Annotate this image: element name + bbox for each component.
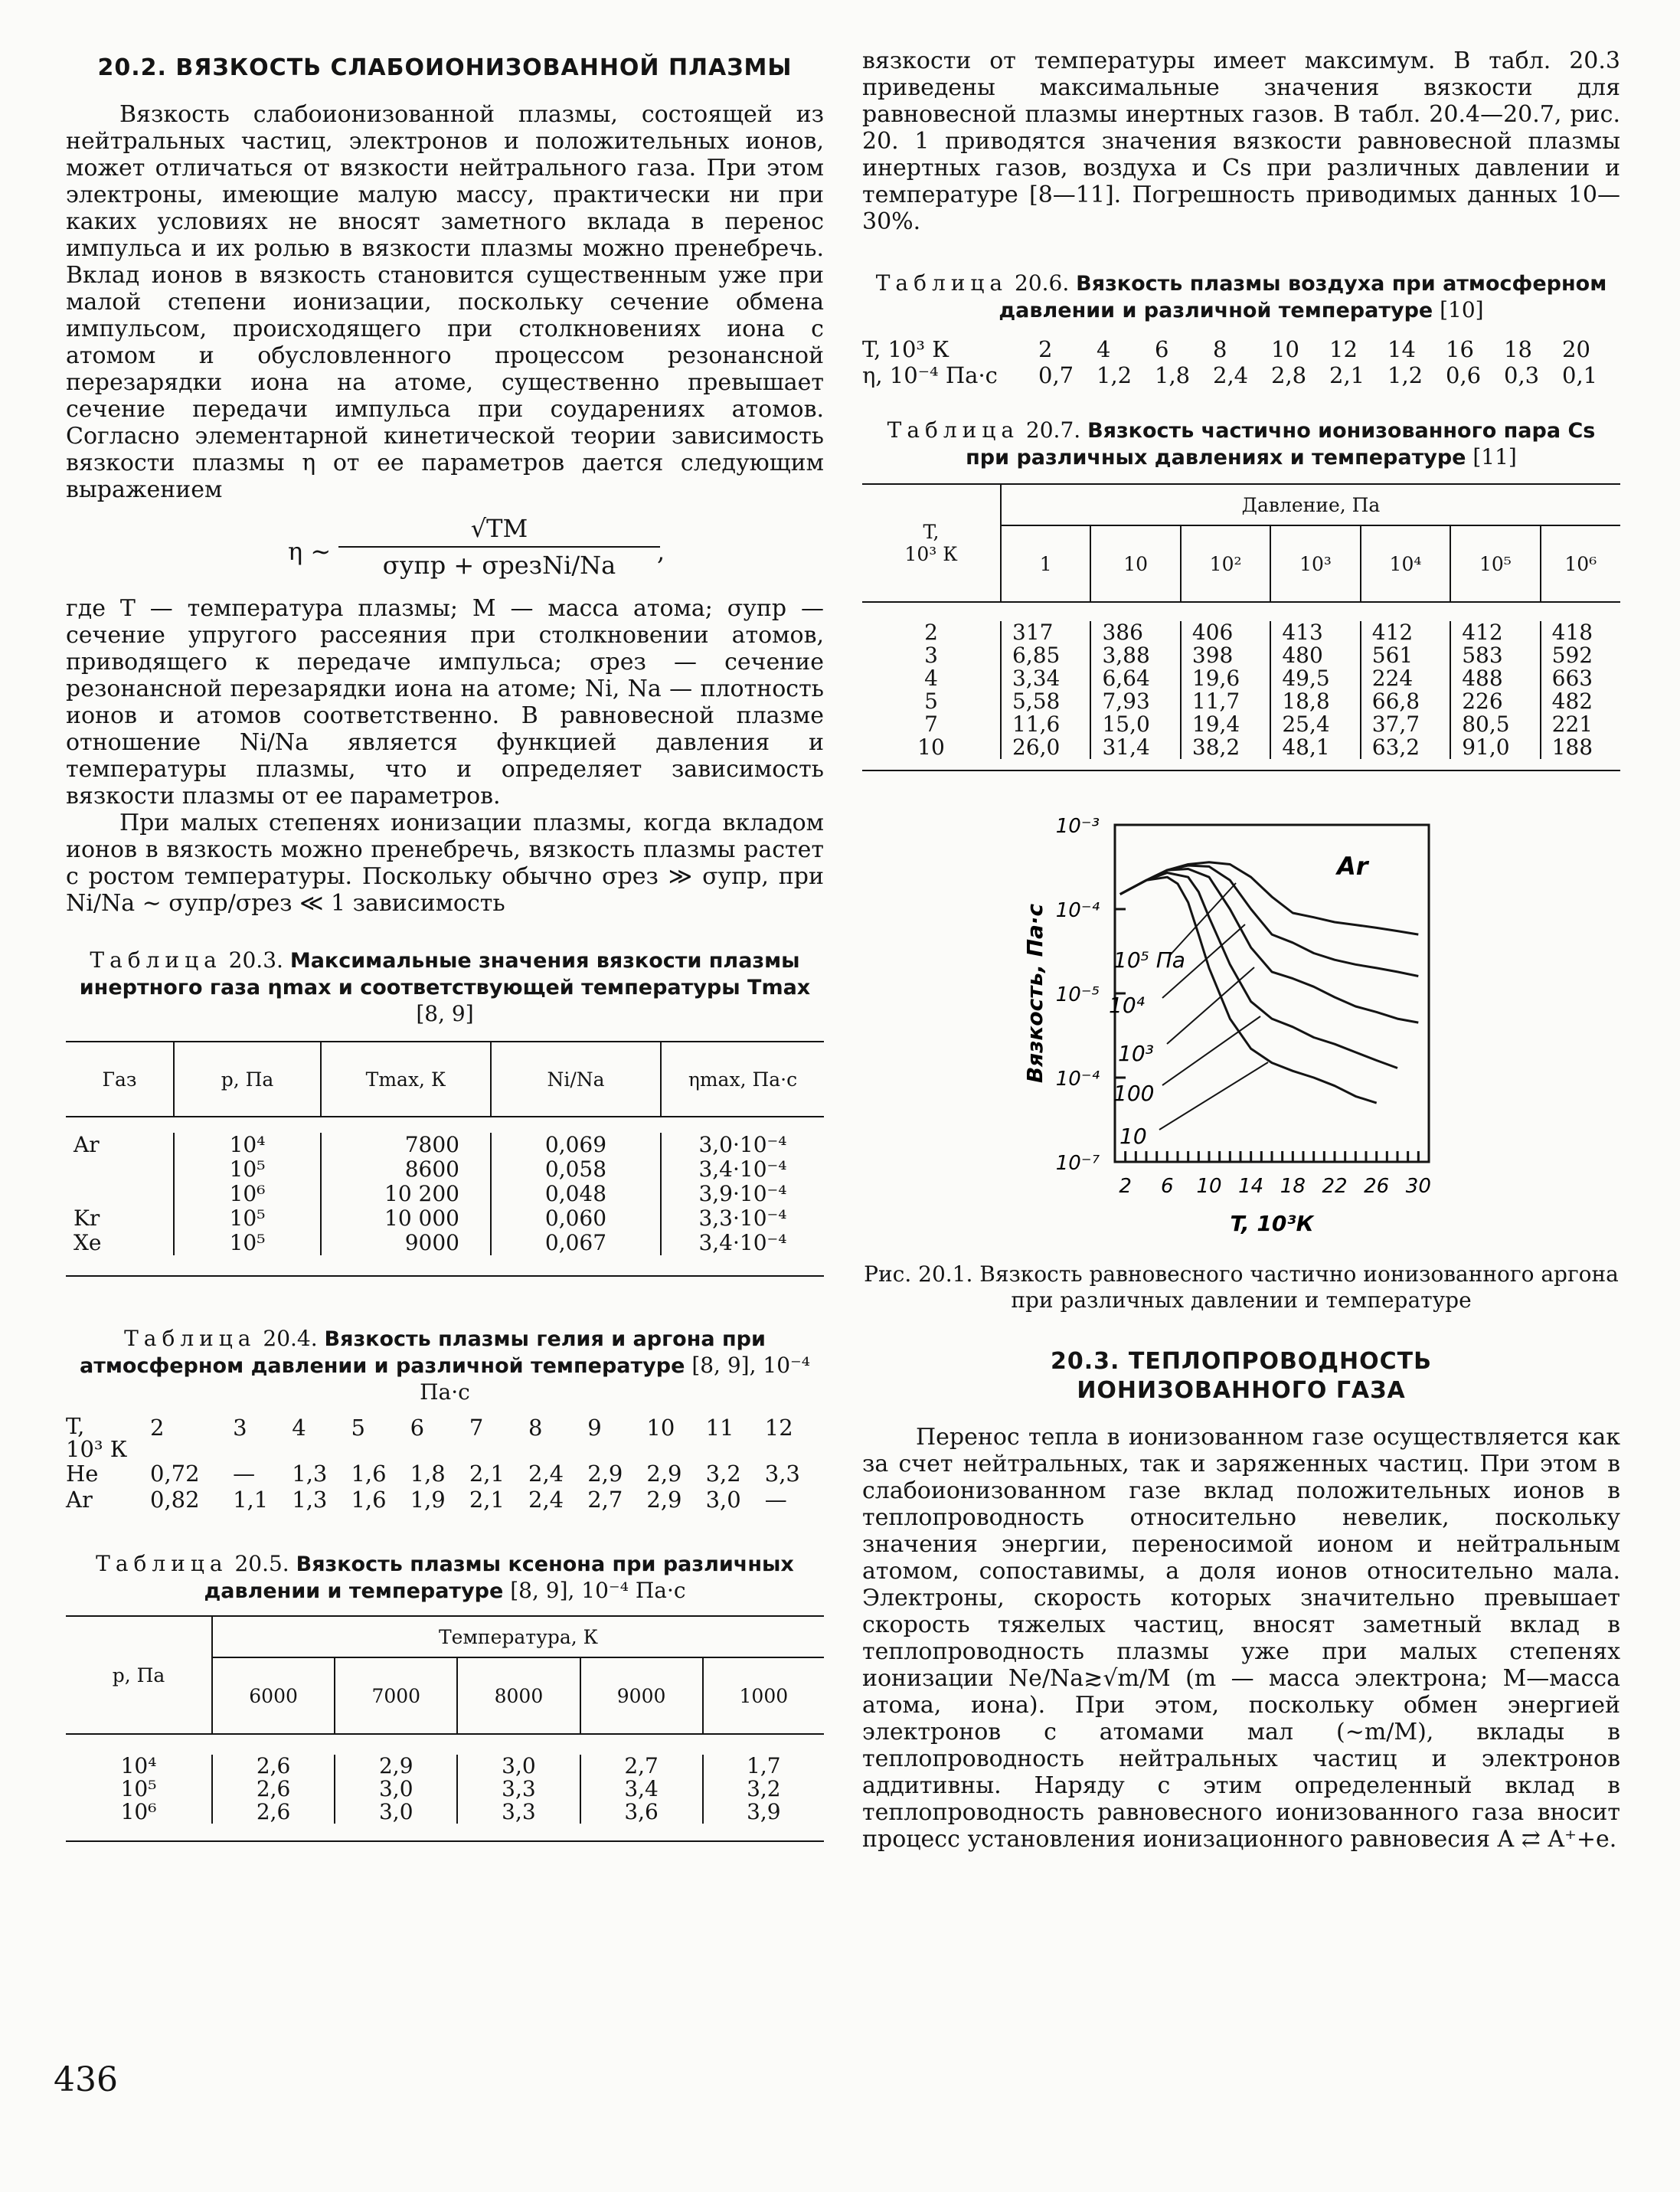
table-row <box>66 1182 824 1206</box>
cell-value: 18,8 <box>1270 690 1360 713</box>
cell-value: 5,58 <box>1001 690 1090 713</box>
table-number: 20.3. <box>228 947 283 973</box>
value-cell: 0,72 <box>150 1461 200 1487</box>
x-tick-label: 18 <box>1280 1175 1306 1198</box>
cell-ratio: 0,048 <box>491 1182 661 1206</box>
cell-value: 3,9 <box>747 1799 781 1824</box>
value-cell: 2,1 <box>469 1461 505 1487</box>
formula-denominator: σупр + σрезNi/Na <box>382 551 616 580</box>
cell-gas: Kr <box>66 1206 174 1231</box>
table-title: Вязкость частично ионизованного пара Cs при различных давлениях и температуре <box>966 419 1596 469</box>
x-tick-label: 26 <box>1364 1175 1390 1198</box>
cell-value: 583 <box>1450 644 1540 667</box>
left-column <box>66 54 824 1842</box>
cell-value: 221 <box>1551 712 1593 737</box>
series-line <box>1120 869 1419 1023</box>
cell-tmax: 8600 <box>321 1157 491 1182</box>
header-p-value: 10 <box>1090 525 1180 602</box>
cell-value: 80,5 <box>1450 713 1540 736</box>
cell-gas: Xe <box>66 1231 174 1255</box>
cell-temperature: 4 <box>862 667 1001 690</box>
table-number: 20.6. <box>1015 270 1070 296</box>
value-cell: 2,9 <box>646 1461 682 1487</box>
cell-value: 11,6 <box>1001 713 1090 736</box>
cell-pressure: 10⁴ <box>174 1133 321 1157</box>
cell-ratio: 0,058 <box>491 1157 661 1182</box>
header-pressure: p, Па <box>174 1042 321 1117</box>
table-label: Таблица <box>90 947 222 973</box>
gas-cell: Ar <box>66 1487 93 1513</box>
cell-eta: 3,9·10⁻⁴ <box>698 1181 787 1206</box>
temp-cell: 8 <box>528 1415 543 1441</box>
series-label: 10³ <box>1118 1041 1154 1066</box>
value-cell: 1,2 <box>1387 362 1423 388</box>
table-row <box>66 1801 824 1824</box>
table-row <box>66 1487 824 1513</box>
series-label: 10 <box>1119 1124 1147 1149</box>
cell-value: 3,0 <box>457 1755 580 1778</box>
t-label <box>66 1415 150 1461</box>
cell-pressure: 10⁵ <box>66 1778 212 1801</box>
header-pressure: p, Па <box>66 1616 212 1734</box>
t-unit: 10³ К <box>66 1436 128 1462</box>
table-title: Вязкость плазмы гелия и аргона при атмосферном давлении и различной температуре <box>79 1327 766 1378</box>
table-row <box>66 1755 824 1778</box>
cell-tmax: 10 200 <box>321 1182 491 1206</box>
value-cell: 0,1 <box>1562 362 1598 388</box>
table-20-7 <box>862 483 1620 771</box>
table-20-5-caption <box>66 1551 824 1605</box>
series-leader <box>1159 1062 1268 1130</box>
cell-tmax: 10 000 <box>321 1206 491 1231</box>
page-number: 436 <box>54 2060 118 2099</box>
table-number: 20.7. <box>1025 417 1081 443</box>
table-20-4 <box>66 1415 824 1513</box>
series-label: 10⁵ Па <box>1113 947 1185 973</box>
formula-comma: , <box>657 537 665 566</box>
y-tick-label: 10⁻⁴ <box>1055 1068 1100 1091</box>
temp-cell: 2 <box>150 1415 165 1441</box>
table-ref: [10] <box>1440 297 1484 322</box>
cell-ratio: 0,069 <box>491 1133 661 1157</box>
x-axis-label: T, 10³К <box>1230 1211 1314 1236</box>
cell-value: 31,4 <box>1090 736 1180 759</box>
table-row <box>66 1206 824 1231</box>
cell-value: 49,5 <box>1270 667 1360 690</box>
value-cell: 1,2 <box>1097 362 1133 388</box>
cell-value: 663 <box>1551 666 1593 691</box>
table-20-6 <box>862 336 1620 388</box>
value-cell: 1,8 <box>410 1461 446 1487</box>
table-number: 20.5. <box>234 1551 289 1576</box>
table-row <box>862 713 1620 736</box>
conductivity-paragraph-1: Перенос тепла в ионизованном газе осуществляется как за счет нейтральных, так и заряженных частиц. При этом в слабоионизованном газе вклад положительных ионов в теплопроводность относительно невелик, поскольку значения энергии, переносимой ионом и нейтральным атомом, сопоставимы, а доля ионов относительно мала. Электроны, скорость которых значительно превышает скорость тяжелых частиц, вносят заметный вклад в теплопроводность плазмы уже при малых степенях ионизации Ne/Na≳√m/M (m — масса электрона; M—масса атома, иона). При этом, поскольку обмен энергией электронов с атомами мал (∼m/M), вклады в теплопроводность нейтральных частиц и электронов аддитивны. Наряду с этим определенный вклад в теплопроводность равновесного ионизованного газа вносит процесс установления ионизационного равновесия A ⇄ A⁺+e. <box>862 1424 1620 1853</box>
temp-cell: 4 <box>292 1415 306 1441</box>
cell-value: 480 <box>1270 644 1360 667</box>
value-cell: 2,4 <box>1213 362 1249 388</box>
header-gas: Газ <box>66 1042 174 1117</box>
x-tick-label: 2 <box>1119 1175 1132 1198</box>
header-eta: ηmax, Па·с <box>688 1068 798 1091</box>
cell-value: 1,7 <box>747 1753 781 1778</box>
cell-tmax: 9000 <box>321 1231 491 1255</box>
table-ref: [8, 9] <box>416 1001 474 1026</box>
temp-cell: 2 <box>1038 336 1053 362</box>
table-20-6-caption <box>862 270 1620 324</box>
table-label: Таблица <box>875 270 1008 296</box>
cell-value: 413 <box>1270 621 1360 644</box>
cell-value: 418 <box>1551 620 1593 645</box>
viscosity-paragraph-3: При малых степенях ионизации плазмы, когда вкладом ионов в вязкость можно пренебречь, вязкость плазмы растет с ростом температуры. Поскольку обычно σрез ≫ σупр, при Ni/Na ∼ σупр/σрез ≪ 1 зависимость <box>66 810 824 917</box>
cell-gas: Ar <box>66 1133 174 1157</box>
cell-value: 15,0 <box>1090 713 1180 736</box>
x-tick-label: 30 <box>1405 1175 1431 1198</box>
table-title: Вязкость плазмы ксенона при различных давлении и температуре <box>204 1552 794 1603</box>
cell-value: 91,0 <box>1450 736 1540 759</box>
chart-title: Ar <box>1337 852 1368 881</box>
figure-20-1 <box>862 817 1620 1246</box>
header-p-value: 10⁴ <box>1361 525 1450 602</box>
y-tick-label: 10⁻⁷ <box>1055 1152 1100 1175</box>
temp-cell: 12 <box>764 1415 793 1441</box>
cell-value: 3,2 <box>747 1776 781 1801</box>
header-temp-value: 6000 <box>212 1657 335 1734</box>
cell-value: 3,4 <box>580 1778 703 1801</box>
cell-value: 226 <box>1450 690 1540 713</box>
cell-pressure: 10⁵ <box>174 1157 321 1182</box>
value-cell: 2,4 <box>528 1487 564 1513</box>
table-row <box>862 644 1620 667</box>
table-title: Вязкость плазмы воздуха при атмосферном давлении и различной температуре <box>999 272 1607 322</box>
temp-cell: 8 <box>1213 336 1227 362</box>
cell-eta: 3,4·10⁻⁴ <box>698 1230 787 1255</box>
header-p-value: 10³ <box>1270 525 1360 602</box>
table-row <box>862 621 1620 644</box>
x-tick-label: 14 <box>1238 1175 1264 1198</box>
header-tmax: Tmax, К <box>321 1042 491 1117</box>
temp-cell: 12 <box>1329 336 1358 362</box>
cell-value: 66,8 <box>1361 690 1450 713</box>
header-p-value: 10⁵ <box>1450 525 1540 602</box>
cell-value: 63,2 <box>1361 736 1450 759</box>
table-label: Таблица <box>887 417 1020 443</box>
header-temperature <box>862 484 1001 602</box>
header-p-value: 10² <box>1181 525 1270 602</box>
cell-value: 398 <box>1181 644 1270 667</box>
cell-ratio: 0,060 <box>491 1206 661 1231</box>
temp-cell: 6 <box>410 1415 425 1441</box>
cell-temperature: 5 <box>862 690 1001 713</box>
table-row <box>862 336 1620 362</box>
value-cell: 0,7 <box>1038 362 1074 388</box>
table-20-7-caption <box>862 417 1620 471</box>
cell-temperature: 3 <box>862 644 1001 667</box>
cell-value: 2,6 <box>212 1755 335 1778</box>
value-cell: 0,82 <box>150 1487 200 1513</box>
value-cell: 0,3 <box>1504 362 1540 388</box>
y-tick-label: 10⁻⁴ <box>1055 899 1100 922</box>
header-p-value: 10⁶ <box>1564 552 1597 575</box>
cell-value: 3,0 <box>335 1801 457 1824</box>
header-temperature: Температура, К <box>212 1616 824 1657</box>
header-temp-value: 1000 <box>739 1684 789 1707</box>
value-cell: 1,8 <box>1155 362 1191 388</box>
cell-value: 6,64 <box>1090 667 1180 690</box>
x-tick-label: 6 <box>1161 1175 1174 1198</box>
cell-value: 6,85 <box>1001 644 1090 667</box>
value-cell: 1,1 <box>233 1487 269 1513</box>
table-20-5 <box>66 1615 824 1842</box>
cell-pressure: 10⁵ <box>174 1231 321 1255</box>
header-t-symbol: T, <box>923 521 940 543</box>
t-label: T, 10³ К <box>862 336 949 362</box>
table-row <box>862 362 1620 388</box>
cell-value: 2,9 <box>335 1755 457 1778</box>
formula-fraction <box>338 514 660 580</box>
cell-eta: 3,4·10⁻⁴ <box>698 1157 787 1182</box>
section-title-conductivity: 20.3. ТЕПЛОПРОВОДНОСТЬ ИОНИЗОВАННОГО ГАЗА <box>1051 1348 1432 1404</box>
value-cell: — <box>233 1461 256 1487</box>
cell-temperature: 7 <box>862 713 1001 736</box>
viscosity-formula <box>66 514 824 587</box>
value-cell: 1,9 <box>410 1487 446 1513</box>
eta-label: η, 10⁻⁴ Па·с <box>862 362 998 388</box>
cell-value: 224 <box>1361 667 1450 690</box>
temp-cell: 18 <box>1504 336 1532 362</box>
series-label: 100 <box>1113 1081 1155 1106</box>
cell-value: 2,7 <box>580 1755 703 1778</box>
series-leader <box>1162 1016 1260 1085</box>
cell-temperature: 2 <box>862 621 1001 644</box>
cell-value: 11,7 <box>1181 690 1270 713</box>
header-t-unit: 10³ К <box>904 543 958 565</box>
y-axis-label: Вязкость, Па·с <box>1022 903 1048 1084</box>
table-20-4-caption <box>66 1326 824 1405</box>
cell-value: 412 <box>1450 621 1540 644</box>
cell-value: 7,93 <box>1090 690 1180 713</box>
cell-gas <box>66 1157 174 1182</box>
table-ref: [11] <box>1472 444 1517 469</box>
series-label: 10⁴ <box>1109 993 1145 1018</box>
cell-eta: 3,0·10⁻⁴ <box>698 1132 787 1157</box>
right-column <box>862 47 1620 1853</box>
temp-cell: 5 <box>351 1415 365 1441</box>
cell-pressure: 10⁶ <box>66 1801 212 1824</box>
table-row <box>862 667 1620 690</box>
table-label: Таблица <box>96 1551 228 1576</box>
cell-pressure: 10⁵ <box>174 1206 321 1231</box>
cell-value: 2,6 <box>212 1778 335 1801</box>
cell-value: 26,0 <box>1001 736 1090 759</box>
cell-pressure: 10⁴ <box>66 1755 212 1778</box>
header-p-value: 1 <box>1001 525 1090 602</box>
temp-cell: 11 <box>705 1415 734 1441</box>
viscosity-chart <box>862 817 1620 1246</box>
table-label: Таблица <box>124 1326 257 1351</box>
cell-value: 482 <box>1551 689 1593 714</box>
cell-value: 38,2 <box>1181 736 1270 759</box>
cell-pressure: 10⁶ <box>174 1182 321 1206</box>
table-row <box>66 1231 824 1255</box>
cell-gas <box>66 1182 174 1206</box>
series-line <box>1120 877 1377 1103</box>
header-temp-value: 8000 <box>457 1657 580 1734</box>
cell-tmax: 7800 <box>321 1133 491 1157</box>
cell-value: 3,6 <box>580 1801 703 1824</box>
cell-value: 37,7 <box>1361 713 1450 736</box>
table-row <box>862 690 1620 713</box>
table-row <box>66 1133 824 1157</box>
table-row <box>66 1461 824 1487</box>
table-title: Максимальные значения вязкости плазмы инертного газа ηmax и соответствующей температуры Tmax <box>79 949 811 999</box>
cell-eta: 3,3·10⁻⁴ <box>698 1206 787 1231</box>
temp-cell: 4 <box>1097 336 1111 362</box>
table-ref: [8, 9], 10⁻⁴ Па·с <box>510 1578 686 1603</box>
viscosity-paragraph-2: где T — температура плазмы; M — масса атома; σупр — сечение упругого рассеяния при столкновении атомов, приводящего к передаче импульса; σрез — сечение резонансной перезарядки иона на атоме; Ni, Na — плотность ионов и атомов соответственно. В равновесной плазме отношение Ni/Na является функцией давления и температуры плазмы, что и определяет зависимость вязкости плазмы от ее параметров. <box>66 595 824 810</box>
header-pressure: Давление, Па <box>1001 484 1620 525</box>
value-cell: 3,0 <box>705 1487 741 1513</box>
series-leader <box>1170 883 1236 955</box>
cell-value: 592 <box>1551 643 1593 668</box>
series-leader <box>1167 967 1254 1044</box>
table-number: 20.4. <box>263 1326 318 1351</box>
value-cell: 1,3 <box>292 1487 328 1513</box>
section-title-viscosity: 20.2. ВЯЗКОСТЬ СЛАБОИОНИЗОВАННОЙ ПЛАЗМЫ <box>97 54 793 81</box>
temp-cell: 16 <box>1446 336 1474 362</box>
formula-lhs: η ∼ <box>288 537 332 566</box>
cell-value: 3,34 <box>1001 667 1090 690</box>
cell-value: 317 <box>1001 621 1090 644</box>
cell-value: 488 <box>1450 667 1540 690</box>
value-cell: 2,9 <box>587 1461 623 1487</box>
table-row <box>66 1415 824 1461</box>
cell-value: 3,3 <box>457 1778 580 1801</box>
cell-value: 406 <box>1181 621 1270 644</box>
temp-cell: 9 <box>587 1415 602 1441</box>
t-symbol: T, <box>66 1413 85 1439</box>
value-cell: 2,9 <box>646 1487 682 1513</box>
cell-value: 19,4 <box>1181 713 1270 736</box>
cell-value: 188 <box>1551 734 1593 760</box>
cell-value: 25,4 <box>1270 713 1360 736</box>
temp-cell: 6 <box>1155 336 1169 362</box>
value-cell: 2,4 <box>528 1461 564 1487</box>
header-temp-value: 7000 <box>335 1657 457 1734</box>
figure-caption: Рис. 20.1. Вязкость равновесного частично ионизованного аргона при различных давлении и температуре <box>864 1261 1619 1313</box>
value-cell: 1,3 <box>292 1461 328 1487</box>
cell-value: 3,0 <box>335 1778 457 1801</box>
temp-cell: 10 <box>646 1415 675 1441</box>
y-tick-label: 10⁻³ <box>1055 817 1100 838</box>
cell-value: 48,1 <box>1270 736 1360 759</box>
cell-value: 3,88 <box>1090 644 1180 667</box>
table-row <box>66 1778 824 1801</box>
value-cell: 2,8 <box>1271 362 1307 388</box>
table-row <box>862 736 1620 759</box>
cell-value: 412 <box>1361 621 1450 644</box>
table-ref: [8, 9], 10⁻⁴ Па·с <box>420 1353 811 1405</box>
gas-cell: He <box>66 1461 99 1487</box>
cell-value: 2,6 <box>212 1801 335 1824</box>
header-temp-value: 9000 <box>580 1657 703 1734</box>
cell-value: 19,6 <box>1181 667 1270 690</box>
value-cell: — <box>764 1487 787 1513</box>
cell-value: 3,3 <box>457 1801 580 1824</box>
value-cell: 3,2 <box>705 1461 741 1487</box>
temp-cell: 20 <box>1562 336 1590 362</box>
temp-cell: 3 <box>233 1415 247 1441</box>
temp-cell: 10 <box>1271 336 1299 362</box>
x-tick-label: 22 <box>1322 1175 1348 1198</box>
value-cell: 3,3 <box>764 1461 800 1487</box>
viscosity-paragraph-1: Вязкость слабоионизованной плазмы, состоящей из нейтральных частиц, электронов и положительных ионов, может отличаться от вязкости нейтрального газа. При этом электроны, имеющие малую массу, практически ни при каких условиях не вносят заметного вклада в перенос импульса и их ролью в вязкости плазмы можно пренебречь. Вклад ионов в вязкость становится существенным уже при малой степени ионизации, поскольку сечение обмена импульсом, происходящего при столкновениях иона с атомом и обусловленного процессом резонансной перезарядки иона на атоме, существенно превышает сечение передачи импульса при соударениях атомов. Согласно элементарной кинетической теории зависимость вязкости плазмы η от ее параметров дается следующим выражением <box>66 101 824 503</box>
value-cell: 2,1 <box>469 1487 505 1513</box>
header-ratio: Ni/Na <box>491 1042 661 1117</box>
table-20-3-caption <box>66 947 824 1027</box>
value-cell: 1,6 <box>351 1461 387 1487</box>
table-20-3 <box>66 1041 824 1277</box>
table-row <box>66 1157 824 1182</box>
cell-ratio: 0,067 <box>491 1231 661 1255</box>
value-cell: 2,7 <box>587 1487 623 1513</box>
temp-cell: 14 <box>1387 336 1416 362</box>
cell-temperature: 10 <box>862 736 1001 759</box>
x-tick-label: 10 <box>1196 1175 1222 1198</box>
value-cell: 2,1 <box>1329 362 1365 388</box>
value-cell: 0,6 <box>1446 362 1482 388</box>
formula-numerator: √TM <box>338 514 660 548</box>
cell-value: 386 <box>1090 621 1180 644</box>
value-cell: 1,6 <box>351 1487 387 1513</box>
cell-value: 561 <box>1361 644 1450 667</box>
temp-cell: 7 <box>469 1415 484 1441</box>
y-tick-label: 10⁻⁵ <box>1055 983 1100 1006</box>
viscosity-paragraph-4: вязкости от температуры имеет максимум. В табл. 20.3 приведены максимальные значения вязкости для равновесной плазмы инертных газов. В табл. 20.4—20.7, рис. 20. 1 приводятся значения вязкости равновесной плазмы инертных газов, воздуха и Cs при различных давлении и температуре [8—11]. Погрешность приводимых данных 10—30%. <box>862 47 1620 235</box>
